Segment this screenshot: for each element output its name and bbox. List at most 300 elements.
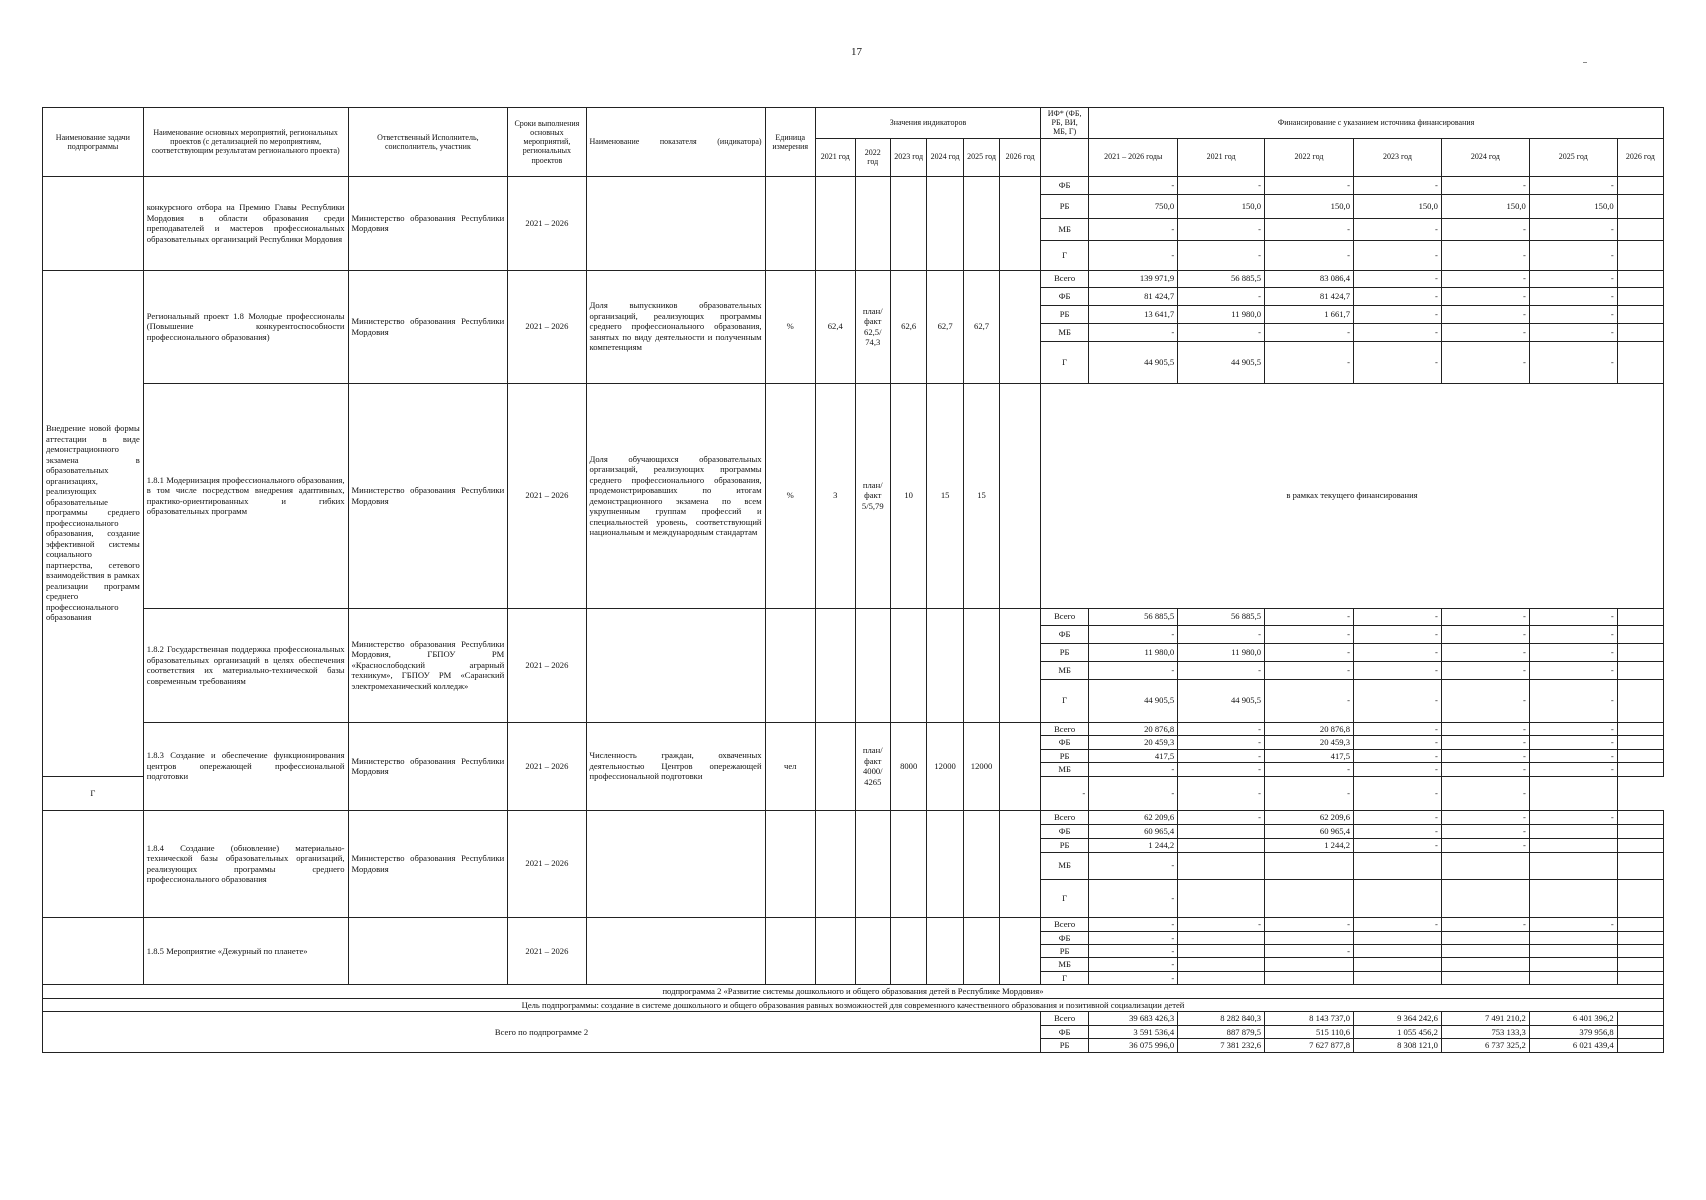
value-empty bbox=[963, 917, 999, 985]
task-cell-empty bbox=[43, 176, 144, 270]
funding-amount bbox=[1354, 879, 1442, 917]
funding-amount: - bbox=[1265, 218, 1354, 240]
funding-amount: 62 209,6 bbox=[1265, 810, 1354, 824]
funding-amount: - bbox=[1089, 917, 1178, 931]
funding-amount bbox=[1178, 824, 1265, 838]
funding-source: Г bbox=[1041, 679, 1089, 722]
funding-source: Всего bbox=[1041, 722, 1089, 735]
header-financing: Финансирование с указанием источника финансирования bbox=[1089, 108, 1664, 139]
funding-amount: - bbox=[1041, 776, 1089, 810]
funding-amount: 3 591 536,4 bbox=[1089, 1025, 1178, 1038]
funding-source: Г bbox=[1041, 341, 1089, 383]
funding-source: МБ bbox=[1041, 958, 1089, 971]
funding-amount bbox=[1617, 218, 1663, 240]
funding-amount: 11 980,0 bbox=[1089, 643, 1178, 661]
funding-amount: 11 980,0 bbox=[1178, 643, 1265, 661]
funding-amount bbox=[1617, 625, 1663, 643]
header-source-empty bbox=[1041, 138, 1089, 176]
funding-amount bbox=[1617, 810, 1663, 824]
indicator-value: 62,7 bbox=[927, 270, 963, 383]
funding-amount: - bbox=[1529, 763, 1617, 776]
unit: чел bbox=[765, 722, 815, 810]
funding-amount: - bbox=[1441, 287, 1529, 305]
funding-amount: 44 905,5 bbox=[1178, 341, 1265, 383]
funding-amount: - bbox=[1265, 341, 1354, 383]
funding-amount: 8 143 737,0 bbox=[1265, 1012, 1354, 1025]
funding-amount: 150,0 bbox=[1441, 194, 1529, 218]
funding-amount: 139 971,9 bbox=[1089, 270, 1178, 287]
funding-amount: - bbox=[1441, 810, 1529, 824]
funding-amount bbox=[1441, 931, 1529, 944]
funding-amount: 150,0 bbox=[1265, 194, 1354, 218]
funding-amount: 8 282 840,3 bbox=[1178, 1012, 1265, 1025]
funding-amount: 60 965,4 bbox=[1089, 824, 1178, 838]
indicator-value: план/ факт 5/5,79 bbox=[855, 383, 890, 608]
funding-amount: - bbox=[1441, 608, 1529, 625]
funding-amount bbox=[1178, 852, 1265, 879]
value-empty bbox=[890, 810, 926, 917]
funding-amount: - bbox=[1178, 763, 1265, 776]
funding-amount: - bbox=[1354, 722, 1442, 735]
funding-amount: - bbox=[1265, 643, 1354, 661]
funding-amount: - bbox=[1441, 722, 1529, 735]
funding-amount bbox=[1178, 971, 1265, 984]
funding-amount: - bbox=[1089, 852, 1178, 879]
funding-amount bbox=[1617, 305, 1663, 323]
funding-amount: - bbox=[1529, 287, 1617, 305]
funding-amount: - bbox=[1529, 270, 1617, 287]
funding-amount: - bbox=[1441, 749, 1529, 762]
funding-amount: 150,0 bbox=[1354, 194, 1442, 218]
funding-amount: - bbox=[1354, 661, 1442, 679]
event-name: конкурсного отбора на Премию Главы Республики Мордовия в области образования среди преподавателей и мастеров профессиональных образовательных организаций Республики Мордовия bbox=[143, 176, 348, 270]
funding-amount: - bbox=[1441, 305, 1529, 323]
funding-amount: - bbox=[1178, 240, 1265, 270]
funding-amount: - bbox=[1441, 240, 1529, 270]
header-year: 2021 год bbox=[815, 138, 855, 176]
funding-amount: - bbox=[1441, 270, 1529, 287]
funding-amount: - bbox=[1265, 679, 1354, 722]
funding-amount: 62 209,6 bbox=[1089, 810, 1178, 824]
funding-amount: - bbox=[1265, 323, 1354, 341]
value-empty bbox=[815, 810, 855, 917]
funding-amount: - bbox=[1441, 323, 1529, 341]
event-name: 1.8.2 Государственная поддержка профессиональных образовательных организаций в целях обеспечения соответствия их материально-технической базы современным требованиям bbox=[143, 608, 348, 722]
header-task: Наименование задачи подпрограммы bbox=[43, 108, 144, 177]
subprogram-total-label: Всего по подпрограмме 2 bbox=[43, 1012, 1041, 1052]
funding-amount: - bbox=[1089, 661, 1178, 679]
funding-amount: - bbox=[1529, 661, 1617, 679]
funding-amount bbox=[1529, 971, 1617, 984]
header-year: 2026 год bbox=[1000, 138, 1041, 176]
funding-source: ФБ bbox=[1041, 287, 1089, 305]
funding-amount bbox=[1617, 270, 1663, 287]
header-year: 2023 год bbox=[890, 138, 926, 176]
funding-amount: - bbox=[1265, 176, 1354, 194]
funding-amount: - bbox=[1178, 736, 1265, 749]
header-fin-year: 2022 год bbox=[1265, 138, 1354, 176]
funding-amount bbox=[1265, 879, 1354, 917]
funding-amount: - bbox=[1529, 218, 1617, 240]
indicator-value: план/ факт 4000/ 4265 bbox=[855, 722, 890, 810]
funding-amount: 1 244,2 bbox=[1265, 838, 1354, 852]
value-empty bbox=[1000, 608, 1041, 722]
funding-amount bbox=[1617, 971, 1663, 984]
funding-amount: - bbox=[1178, 661, 1265, 679]
funding-amount: - bbox=[1441, 643, 1529, 661]
funding-amount: 36 075 996,0 bbox=[1089, 1039, 1178, 1052]
funding-amount bbox=[1441, 852, 1529, 879]
funding-amount bbox=[1617, 341, 1663, 383]
funding-amount: 60 965,4 bbox=[1265, 824, 1354, 838]
indicator-value: план/ факт 62,5/ 74,3 bbox=[855, 270, 890, 383]
funding-amount bbox=[1441, 944, 1529, 957]
subprogram-title: подпрограмма 2 «Развитие системы дошкольного и общего образования детей в Республике Мордовия» bbox=[43, 985, 1664, 998]
funding-amount: 56 885,5 bbox=[1178, 608, 1265, 625]
funding-amount bbox=[1354, 852, 1442, 879]
funding-amount bbox=[1265, 852, 1354, 879]
indicator-empty bbox=[586, 917, 765, 985]
funding-amount bbox=[1617, 194, 1663, 218]
funding-amount bbox=[1617, 722, 1663, 735]
funding-amount: - bbox=[1354, 176, 1442, 194]
funding-amount: - bbox=[1354, 218, 1442, 240]
funding-amount: 44 905,5 bbox=[1089, 341, 1178, 383]
funding-amount: 13 641,7 bbox=[1089, 305, 1178, 323]
event-name: 1.8.4 Создание (обновление) материально-технической базы образовательных организаций, реализующих программы среднего профессионального образования bbox=[143, 810, 348, 917]
funding-amount: - bbox=[1354, 643, 1442, 661]
funding-amount: 1 661,7 bbox=[1265, 305, 1354, 323]
funding-amount: - bbox=[1178, 776, 1265, 810]
funding-amount: 56 885,5 bbox=[1178, 270, 1265, 287]
funding-amount: - bbox=[1265, 944, 1354, 957]
funding-amount bbox=[1617, 661, 1663, 679]
event-name: 1.8.1 Модернизация профессионального образования, в том числе посредством внедрения адаптивных, практико-ориентированных и гибких образовательных программ bbox=[143, 383, 348, 608]
funding-amount: 81 424,7 bbox=[1265, 287, 1354, 305]
funding-amount bbox=[1529, 944, 1617, 957]
funding-amount: - bbox=[1529, 305, 1617, 323]
value-empty bbox=[855, 917, 890, 985]
funding-source: МБ bbox=[1041, 323, 1089, 341]
header-unit: Единица измерения bbox=[765, 108, 815, 177]
task-cell-empty bbox=[43, 917, 144, 985]
funding-amount: - bbox=[1354, 270, 1442, 287]
indicator-name: Численность граждан, охваченных деятельностью Центров опережающей профессиональной подготовки bbox=[586, 722, 765, 810]
funding-amount: - bbox=[1178, 218, 1265, 240]
value-empty bbox=[927, 810, 963, 917]
header-year: 2024 год bbox=[927, 138, 963, 176]
funding-amount: - bbox=[1441, 917, 1529, 931]
value-empty bbox=[890, 608, 926, 722]
value-empty bbox=[890, 917, 926, 985]
funding-amount: - bbox=[1178, 749, 1265, 762]
funding-amount bbox=[1617, 944, 1663, 957]
funding-amount: - bbox=[1529, 810, 1617, 824]
funding-amount: - bbox=[1354, 763, 1442, 776]
event-name: Региональный проект 1.8 Молодые профессионалы (Повышение конкурентоспособности профессионального образования) bbox=[143, 270, 348, 383]
financing-table bbox=[42, 107, 1664, 1053]
indicator-empty bbox=[586, 176, 765, 270]
funding-source: РБ bbox=[1041, 305, 1089, 323]
funding-amount bbox=[1617, 852, 1663, 879]
funding-amount: - bbox=[1354, 608, 1442, 625]
funding-amount: - bbox=[1441, 679, 1529, 722]
funding-amount: - bbox=[1354, 736, 1442, 749]
funding-source: МБ bbox=[1041, 763, 1089, 776]
funding-source: РБ bbox=[1041, 944, 1089, 957]
funding-amount: - bbox=[1178, 625, 1265, 643]
funding-amount: 11 980,0 bbox=[1178, 305, 1265, 323]
indicator-empty bbox=[586, 810, 765, 917]
indicator-value: 10 bbox=[890, 383, 926, 608]
executor: Министерство образования Республики Мордовия bbox=[348, 176, 508, 270]
funding-source: МБ bbox=[1041, 852, 1089, 879]
funding-source: Всего bbox=[1041, 270, 1089, 287]
indicator-value bbox=[1000, 722, 1041, 810]
funding-amount bbox=[1529, 879, 1617, 917]
funding-amount: - bbox=[1089, 971, 1178, 984]
executor: Министерство образования Республики Мордовия bbox=[348, 270, 508, 383]
indicator-empty bbox=[586, 608, 765, 722]
value-empty bbox=[815, 608, 855, 722]
funding-amount bbox=[1617, 323, 1663, 341]
funding-source: ФБ bbox=[1041, 931, 1089, 944]
funding-source: ФБ bbox=[1041, 736, 1089, 749]
funding-amount: 7 627 877,8 bbox=[1265, 1039, 1354, 1052]
funding-amount bbox=[1617, 1039, 1663, 1052]
header-fin-year: 2026 год bbox=[1617, 138, 1663, 176]
value-empty bbox=[815, 917, 855, 985]
funding-amount: - bbox=[1529, 323, 1617, 341]
funding-amount: - bbox=[1441, 341, 1529, 383]
funding-amount: - bbox=[1178, 810, 1265, 824]
funding-source: ФБ bbox=[1041, 625, 1089, 643]
indicator-value: 62,6 bbox=[890, 270, 926, 383]
funding-source: Г bbox=[1041, 240, 1089, 270]
funding-amount: 8 308 121,0 bbox=[1354, 1039, 1442, 1052]
funding-amount: 6 737 325,2 bbox=[1441, 1039, 1529, 1052]
funding-amount: - bbox=[1178, 323, 1265, 341]
header-year: 2022 год bbox=[855, 138, 890, 176]
unit-empty bbox=[765, 810, 815, 917]
header-indicator: Наименование показателя (индикатора) bbox=[586, 108, 765, 177]
period: 2021 – 2026 bbox=[508, 176, 586, 270]
funding-amount: - bbox=[1265, 776, 1354, 810]
funding-amount: - bbox=[1441, 736, 1529, 749]
funding-amount bbox=[1617, 958, 1663, 971]
funding-amount bbox=[1265, 958, 1354, 971]
header-fin-year: 2023 год bbox=[1354, 138, 1442, 176]
value-empty bbox=[1000, 176, 1041, 270]
funding-amount: 417,5 bbox=[1089, 749, 1178, 762]
funding-source: Г bbox=[43, 776, 144, 810]
funding-amount: - bbox=[1089, 958, 1178, 971]
funding-amount: - bbox=[1089, 931, 1178, 944]
funding-source: РБ bbox=[1041, 749, 1089, 762]
funding-amount: 887 879,5 bbox=[1178, 1025, 1265, 1038]
funding-amount bbox=[1617, 917, 1663, 931]
header-event: Наименование основных мероприятий, региональных проектов (с детализацией по мероприятиям, соответствующим результатам регионального проекта) bbox=[143, 108, 348, 177]
funding-amount: - bbox=[1354, 305, 1442, 323]
funding-amount: 753 133,3 bbox=[1441, 1025, 1529, 1038]
value-empty bbox=[963, 608, 999, 722]
funding-amount: - bbox=[1178, 722, 1265, 735]
financing-note: в рамках текущего финансирования bbox=[1041, 383, 1664, 608]
funding-amount bbox=[1178, 931, 1265, 944]
value-empty bbox=[927, 608, 963, 722]
funding-amount: - bbox=[1354, 341, 1442, 383]
funding-amount: - bbox=[1089, 763, 1178, 776]
funding-amount: - bbox=[1354, 838, 1442, 852]
funding-amount: - bbox=[1441, 176, 1529, 194]
funding-amount: 379 956,8 bbox=[1529, 1025, 1617, 1038]
indicator-value bbox=[1000, 383, 1041, 608]
funding-source: МБ bbox=[1041, 218, 1089, 240]
funding-amount: - bbox=[1529, 625, 1617, 643]
funding-source: Г bbox=[1041, 879, 1089, 917]
header-period: Сроки выполнения основных мероприятий, региональных проектов bbox=[508, 108, 586, 177]
funding-amount bbox=[1617, 736, 1663, 749]
period: 2021 – 2026 bbox=[508, 722, 586, 810]
funding-amount: - bbox=[1529, 176, 1617, 194]
task-cell-empty bbox=[43, 810, 144, 917]
funding-amount: 750,0 bbox=[1089, 194, 1178, 218]
period: 2021 – 2026 bbox=[508, 608, 586, 722]
funding-amount: - bbox=[1089, 323, 1178, 341]
funding-source: Всего bbox=[1041, 608, 1089, 625]
value-empty bbox=[815, 176, 855, 270]
indicator-name: Доля обучающихся образовательных организаций, реализующих программы среднего профессионального образования, продемонстрировавших по итогам демонстрационного экзамена по всем укрупненным группам профессий и специальностей уровень, соответствующий национальным и международным стандартам bbox=[586, 383, 765, 608]
funding-amount bbox=[1354, 931, 1442, 944]
funding-amount: 515 110,6 bbox=[1265, 1025, 1354, 1038]
funding-amount: - bbox=[1354, 810, 1442, 824]
funding-amount: - bbox=[1089, 240, 1178, 270]
funding-amount bbox=[1617, 679, 1663, 722]
value-empty bbox=[1000, 917, 1041, 985]
period: 2021 – 2026 bbox=[508, 917, 586, 985]
executor-empty bbox=[348, 917, 508, 985]
funding-amount: 1 055 456,2 bbox=[1354, 1025, 1442, 1038]
page-number: 17 bbox=[851, 46, 862, 58]
funding-amount bbox=[1441, 971, 1529, 984]
header-source: ИФ* (ФБ, РБ, ВИ, МБ, Г) bbox=[1041, 108, 1089, 139]
funding-source: Всего bbox=[1041, 810, 1089, 824]
header-fin-year: 2021 год bbox=[1178, 138, 1265, 176]
value-empty bbox=[963, 810, 999, 917]
funding-source: Г bbox=[1041, 971, 1089, 984]
funding-amount: - bbox=[1441, 218, 1529, 240]
funding-amount: - bbox=[1441, 763, 1529, 776]
funding-amount: 150,0 bbox=[1529, 194, 1617, 218]
indicator-value: 62,7 bbox=[963, 270, 999, 383]
unit-empty bbox=[765, 608, 815, 722]
funding-amount bbox=[1354, 944, 1442, 957]
funding-amount bbox=[1178, 879, 1265, 917]
funding-amount bbox=[1529, 958, 1617, 971]
indicator-value: 15 bbox=[963, 383, 999, 608]
funding-amount: 20 459,3 bbox=[1265, 736, 1354, 749]
funding-amount bbox=[1441, 879, 1529, 917]
value-empty bbox=[855, 176, 890, 270]
funding-amount: - bbox=[1089, 176, 1178, 194]
funding-amount: 44 905,5 bbox=[1089, 679, 1178, 722]
funding-amount bbox=[1617, 838, 1663, 852]
funding-source: Всего bbox=[1041, 1012, 1089, 1025]
scan-mark bbox=[1583, 62, 1587, 63]
funding-amount: 417,5 bbox=[1265, 749, 1354, 762]
funding-amount: - bbox=[1529, 240, 1617, 270]
funding-amount: - bbox=[1354, 323, 1442, 341]
funding-source: РБ bbox=[1041, 1039, 1089, 1052]
funding-amount: 20 459,3 bbox=[1089, 736, 1178, 749]
funding-amount: - bbox=[1529, 341, 1617, 383]
funding-amount: 7 381 232,6 bbox=[1178, 1039, 1265, 1052]
indicator-value: 12000 bbox=[963, 722, 999, 810]
funding-amount bbox=[1617, 240, 1663, 270]
funding-amount: - bbox=[1529, 679, 1617, 722]
indicator-value: 8000 bbox=[890, 722, 926, 810]
funding-amount: - bbox=[1265, 240, 1354, 270]
header-year: 2025 год bbox=[963, 138, 999, 176]
unit: % bbox=[765, 383, 815, 608]
header-values: Значения индикаторов bbox=[815, 108, 1040, 139]
funding-amount: - bbox=[1089, 625, 1178, 643]
funding-source: ФБ bbox=[1041, 824, 1089, 838]
funding-amount bbox=[1265, 971, 1354, 984]
funding-amount bbox=[1178, 958, 1265, 971]
value-empty bbox=[1000, 810, 1041, 917]
funding-amount: 150,0 bbox=[1178, 194, 1265, 218]
funding-amount bbox=[1617, 287, 1663, 305]
unit-empty bbox=[765, 176, 815, 270]
funding-amount: - bbox=[1354, 287, 1442, 305]
executor: Министерство образования Республики Мордовия bbox=[348, 722, 508, 810]
header-fin-year: 2024 год bbox=[1441, 138, 1529, 176]
funding-amount: - bbox=[1529, 917, 1617, 931]
indicator-value: 12000 bbox=[927, 722, 963, 810]
funding-amount: - bbox=[1265, 625, 1354, 643]
indicator-value bbox=[1000, 270, 1041, 383]
funding-amount: - bbox=[1265, 917, 1354, 931]
funding-amount bbox=[1354, 971, 1442, 984]
executor: Министерство образования Республики Мордовия bbox=[348, 383, 508, 608]
funding-source: РБ bbox=[1041, 194, 1089, 218]
indicator-value bbox=[815, 722, 855, 810]
funding-amount bbox=[1617, 749, 1663, 762]
funding-amount bbox=[1617, 763, 1663, 776]
funding-amount bbox=[1529, 824, 1617, 838]
funding-amount: 1 244,2 bbox=[1089, 838, 1178, 852]
funding-amount: - bbox=[1089, 879, 1178, 917]
funding-amount: - bbox=[1529, 722, 1617, 735]
executor: Министерство образования Республики Мордовия bbox=[348, 810, 508, 917]
funding-amount: - bbox=[1178, 287, 1265, 305]
funding-amount: 7 491 210,2 bbox=[1441, 1012, 1529, 1025]
funding-amount: - bbox=[1529, 736, 1617, 749]
funding-amount: - bbox=[1354, 776, 1442, 810]
funding-amount: 20 876,8 bbox=[1089, 722, 1178, 735]
funding-amount: - bbox=[1441, 838, 1529, 852]
funding-amount: 9 364 242,6 bbox=[1354, 1012, 1442, 1025]
funding-amount: - bbox=[1178, 176, 1265, 194]
funding-amount bbox=[1354, 958, 1442, 971]
indicator-value: 3 bbox=[815, 383, 855, 608]
funding-amount: 6 401 396,2 bbox=[1529, 1012, 1617, 1025]
funding-amount bbox=[1265, 931, 1354, 944]
funding-amount: - bbox=[1354, 917, 1442, 931]
funding-amount: - bbox=[1354, 240, 1442, 270]
funding-amount: - bbox=[1354, 824, 1442, 838]
